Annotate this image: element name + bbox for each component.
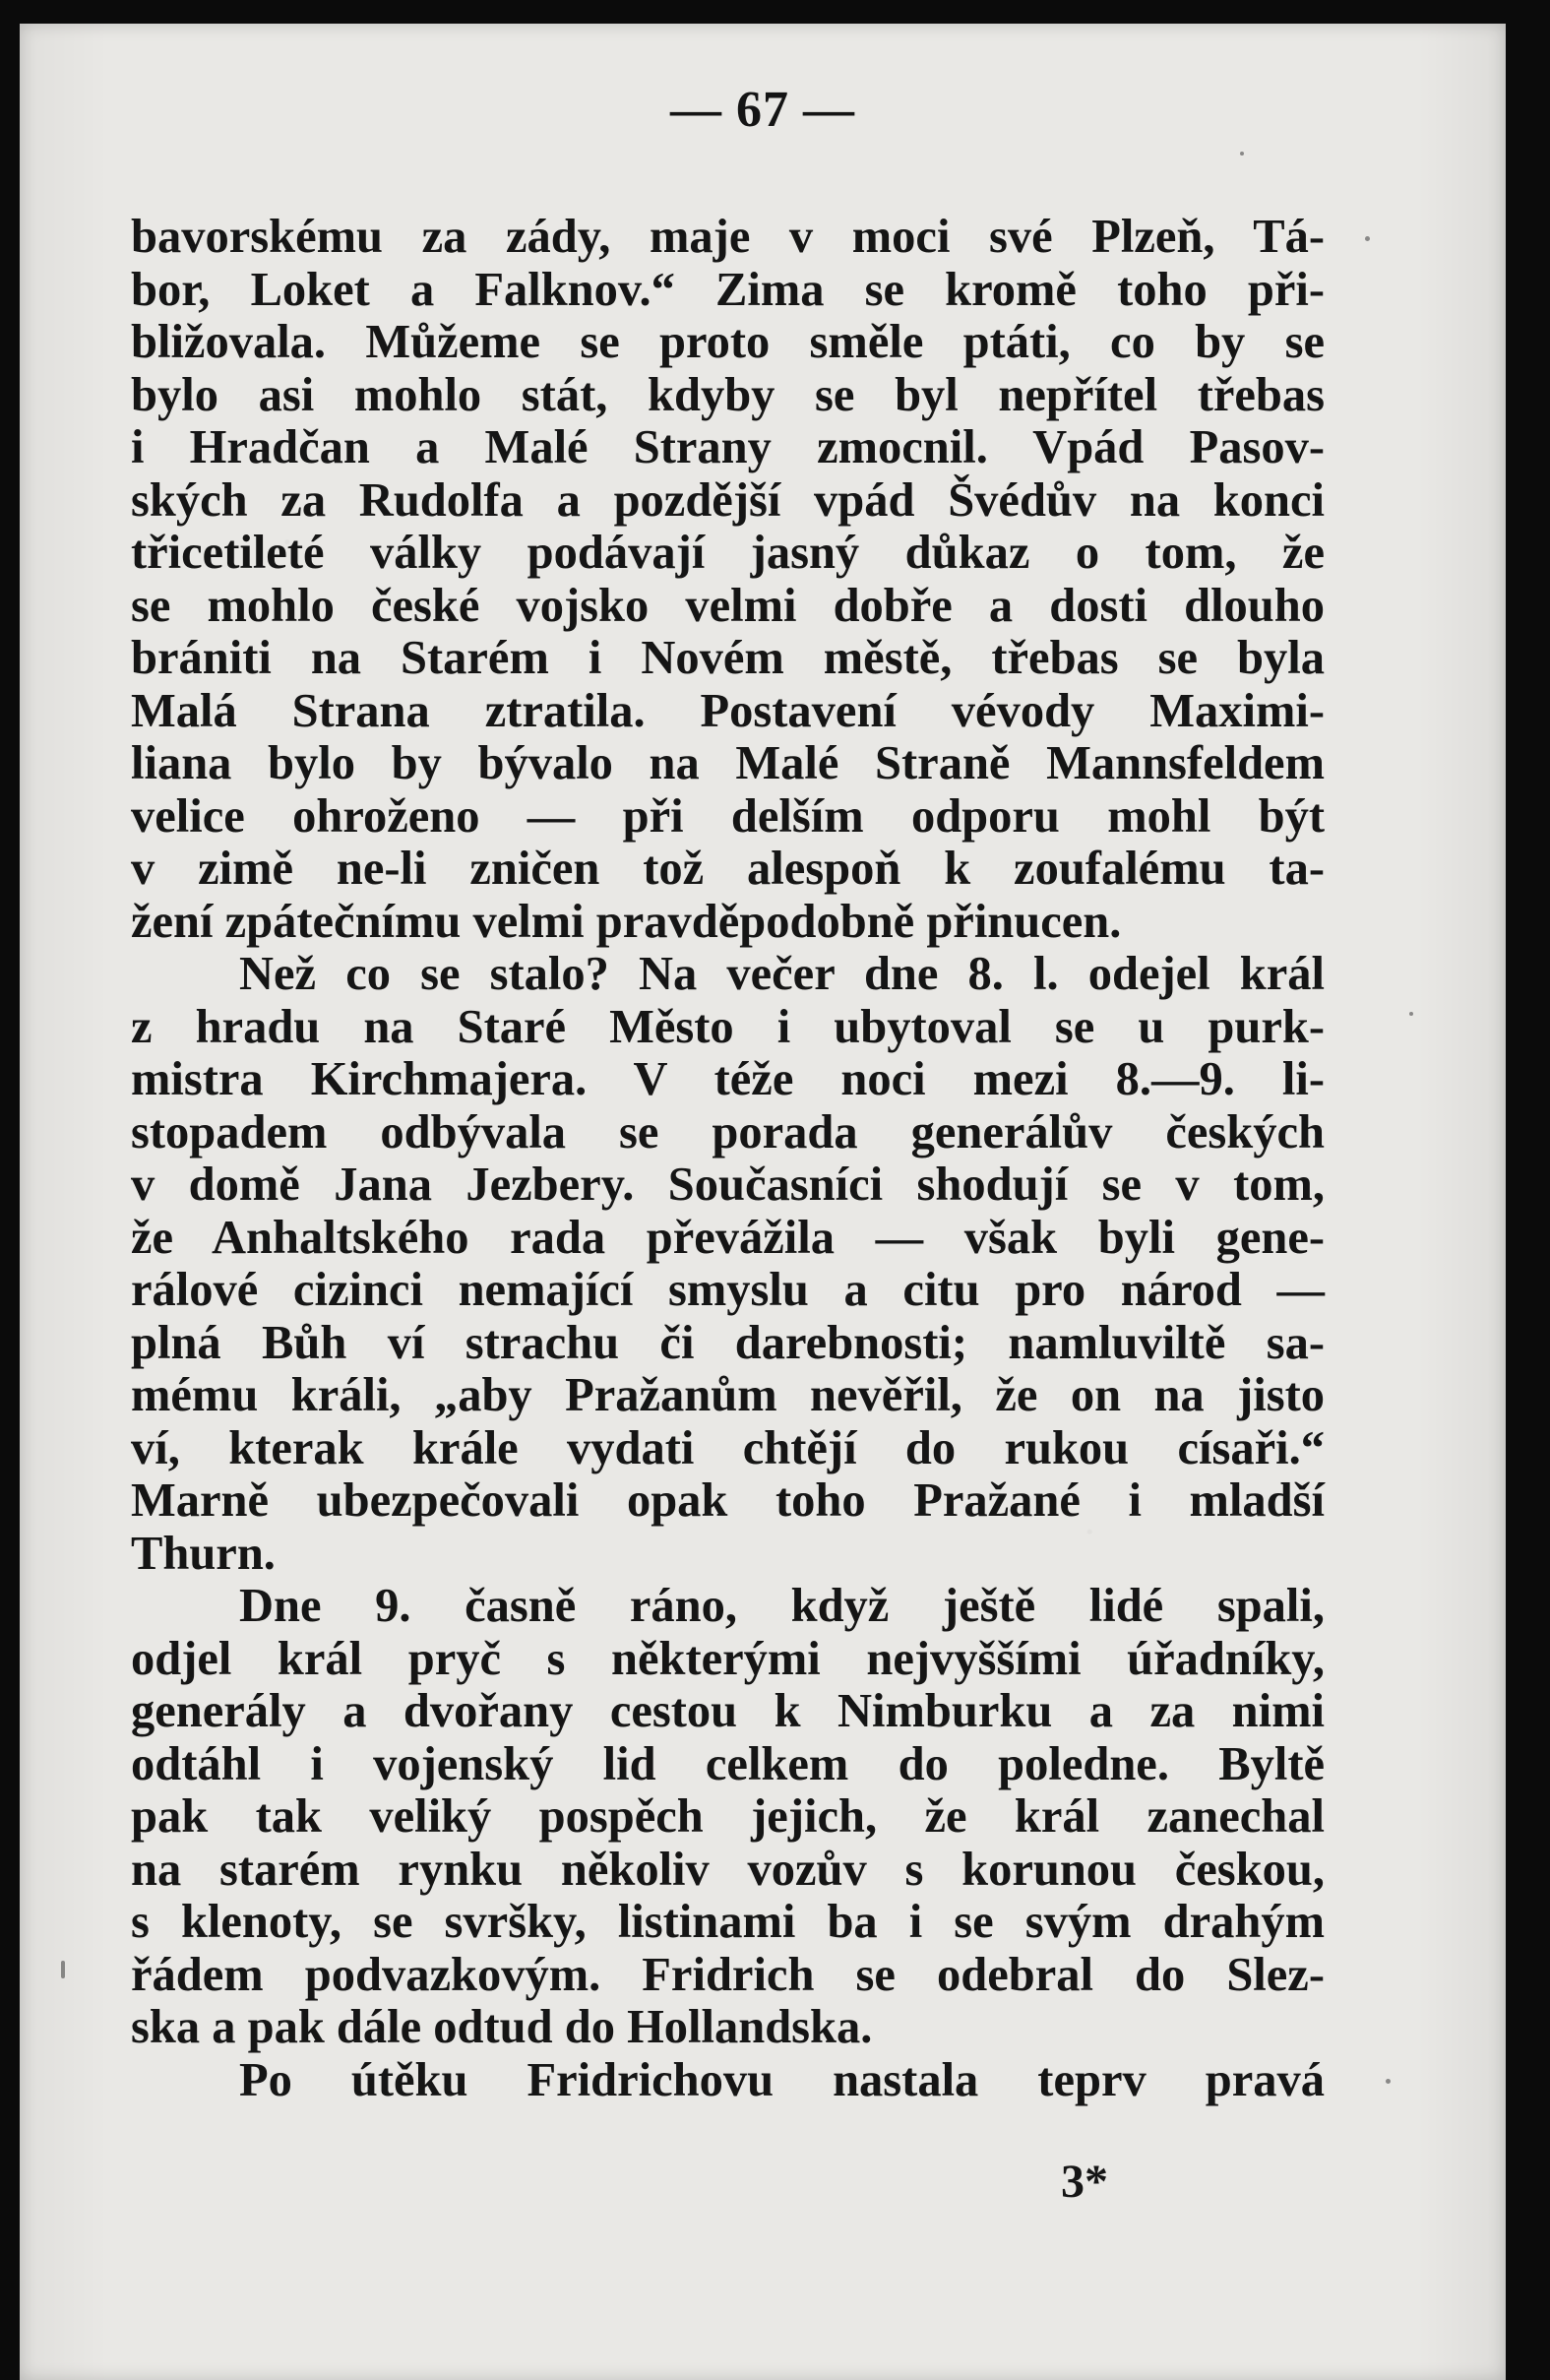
text-line: v domě Jana Jezbery. Současníci shodují se v tom, [131, 1159, 1325, 1211]
text-line: brániti na Starém i Novém městě, třebas se byla [131, 632, 1325, 684]
text-line: plná Bůh ví strachu či darebnosti; namluviltě sa- [131, 1316, 1325, 1369]
text-line: bližovala. Můžeme se proto směle ptáti, co by se [131, 316, 1325, 368]
text-line: odtáhl i vojenský lid celkem do poledne. Byltě [131, 1737, 1325, 1790]
text-line: v zimě ne-li zničen tož alespoň k zoufalému ta- [131, 843, 1325, 895]
text-line: Marně ubezpečovali opak toho Pražané i mladší [131, 1474, 1325, 1527]
paragraph-start-line: Než co se stalo? Na večer dne 8. l. odejel král [239, 948, 1325, 1000]
book-page [20, 24, 1506, 2380]
paragraph-end-line: Thurn. [131, 1527, 276, 1580]
paragraph-end-line: ska a pak dále odtud do Hollandska. [131, 2001, 873, 2053]
printer-signature-mark: 3* [1061, 2156, 1108, 2208]
paragraph-start-line: Dne 9. časně ráno, když ještě lidé spali, [239, 1580, 1325, 1632]
text-line: stopadem odbývala se porada generálův českých [131, 1105, 1325, 1159]
print-speck [1240, 152, 1244, 156]
text-line: ví, kterak krále vydati chtějí do rukou císaři.“ [131, 1421, 1325, 1474]
text-line: mistra Kirchmajera. V téže noci mezi 8.—9. li- [131, 1053, 1325, 1105]
print-speck [1386, 2079, 1391, 2084]
print-speck [61, 1961, 65, 1978]
text-line: na starém rynku několiv vozův s korunou českou, [131, 1843, 1325, 1896]
print-speck [1365, 236, 1370, 241]
text-line: i Hradčan a Malé Strany zmocnil. Vpád Pasov- [131, 421, 1325, 473]
text-line: ských za Rudolfa a pozdější vpád Švédův na konci [131, 473, 1325, 527]
text-line: bylo asi mohlo stát, kdyby se byl nepřítel třebas [131, 368, 1325, 421]
text-line: generály a dvořany cestou k Nimburku a za nimi [131, 1685, 1325, 1737]
text-line: řádem podvazkovým. Fridrich se odebral do Slez- [131, 1948, 1325, 2001]
text-line: s klenoty, se svršky, listinami ba i se svým drahým [131, 1896, 1325, 1948]
text-line: odjel král pryč s některými nejvyššími úřadníky, [131, 1632, 1325, 1685]
paragraph-end-line: žení zpátečnímu velmi pravděpodobně přinucen. [131, 895, 1122, 948]
text-line: bavorskému za zády, maje v moci své Plzeň, Tá- [131, 211, 1325, 263]
paragraph-start-line: Po útěku Fridrichovu nastala teprv pravá [239, 2053, 1325, 2106]
text-line: mému králi, „aby Pražanům nevěřil, že on na jisto [131, 1369, 1325, 1421]
text-line: třicetileté války podávají jasný důkaz o tom, že [131, 527, 1325, 579]
text-line: Malá Strana ztratila. Postavení vévody Maximi- [131, 684, 1325, 737]
text-line: bor, Loket a Falknov.“ Zima se kromě toho při- [131, 263, 1325, 316]
text-line: velice ohroženo — při delším odporu mohl být [131, 789, 1325, 843]
text-line: že Anhaltského rada převážila — však byli gene- [131, 1211, 1325, 1264]
text-line: liana bylo by bývalo na Malé Straně Mannsfeldem [131, 737, 1325, 789]
print-speck [1409, 1012, 1413, 1016]
text-line: se mohlo české vojsko velmi dobře a dosti dlouho [131, 579, 1325, 632]
page-number: — 67 — [670, 82, 855, 138]
text-line: rálové cizinci nemající smyslu a citu pro národ — [131, 1264, 1325, 1316]
text-line: z hradu na Staré Město i ubytoval se u purk- [131, 1000, 1325, 1053]
text-line: pak tak veliký pospěch jejich, že král zanechal [131, 1790, 1325, 1843]
body-text [131, 211, 1325, 2106]
